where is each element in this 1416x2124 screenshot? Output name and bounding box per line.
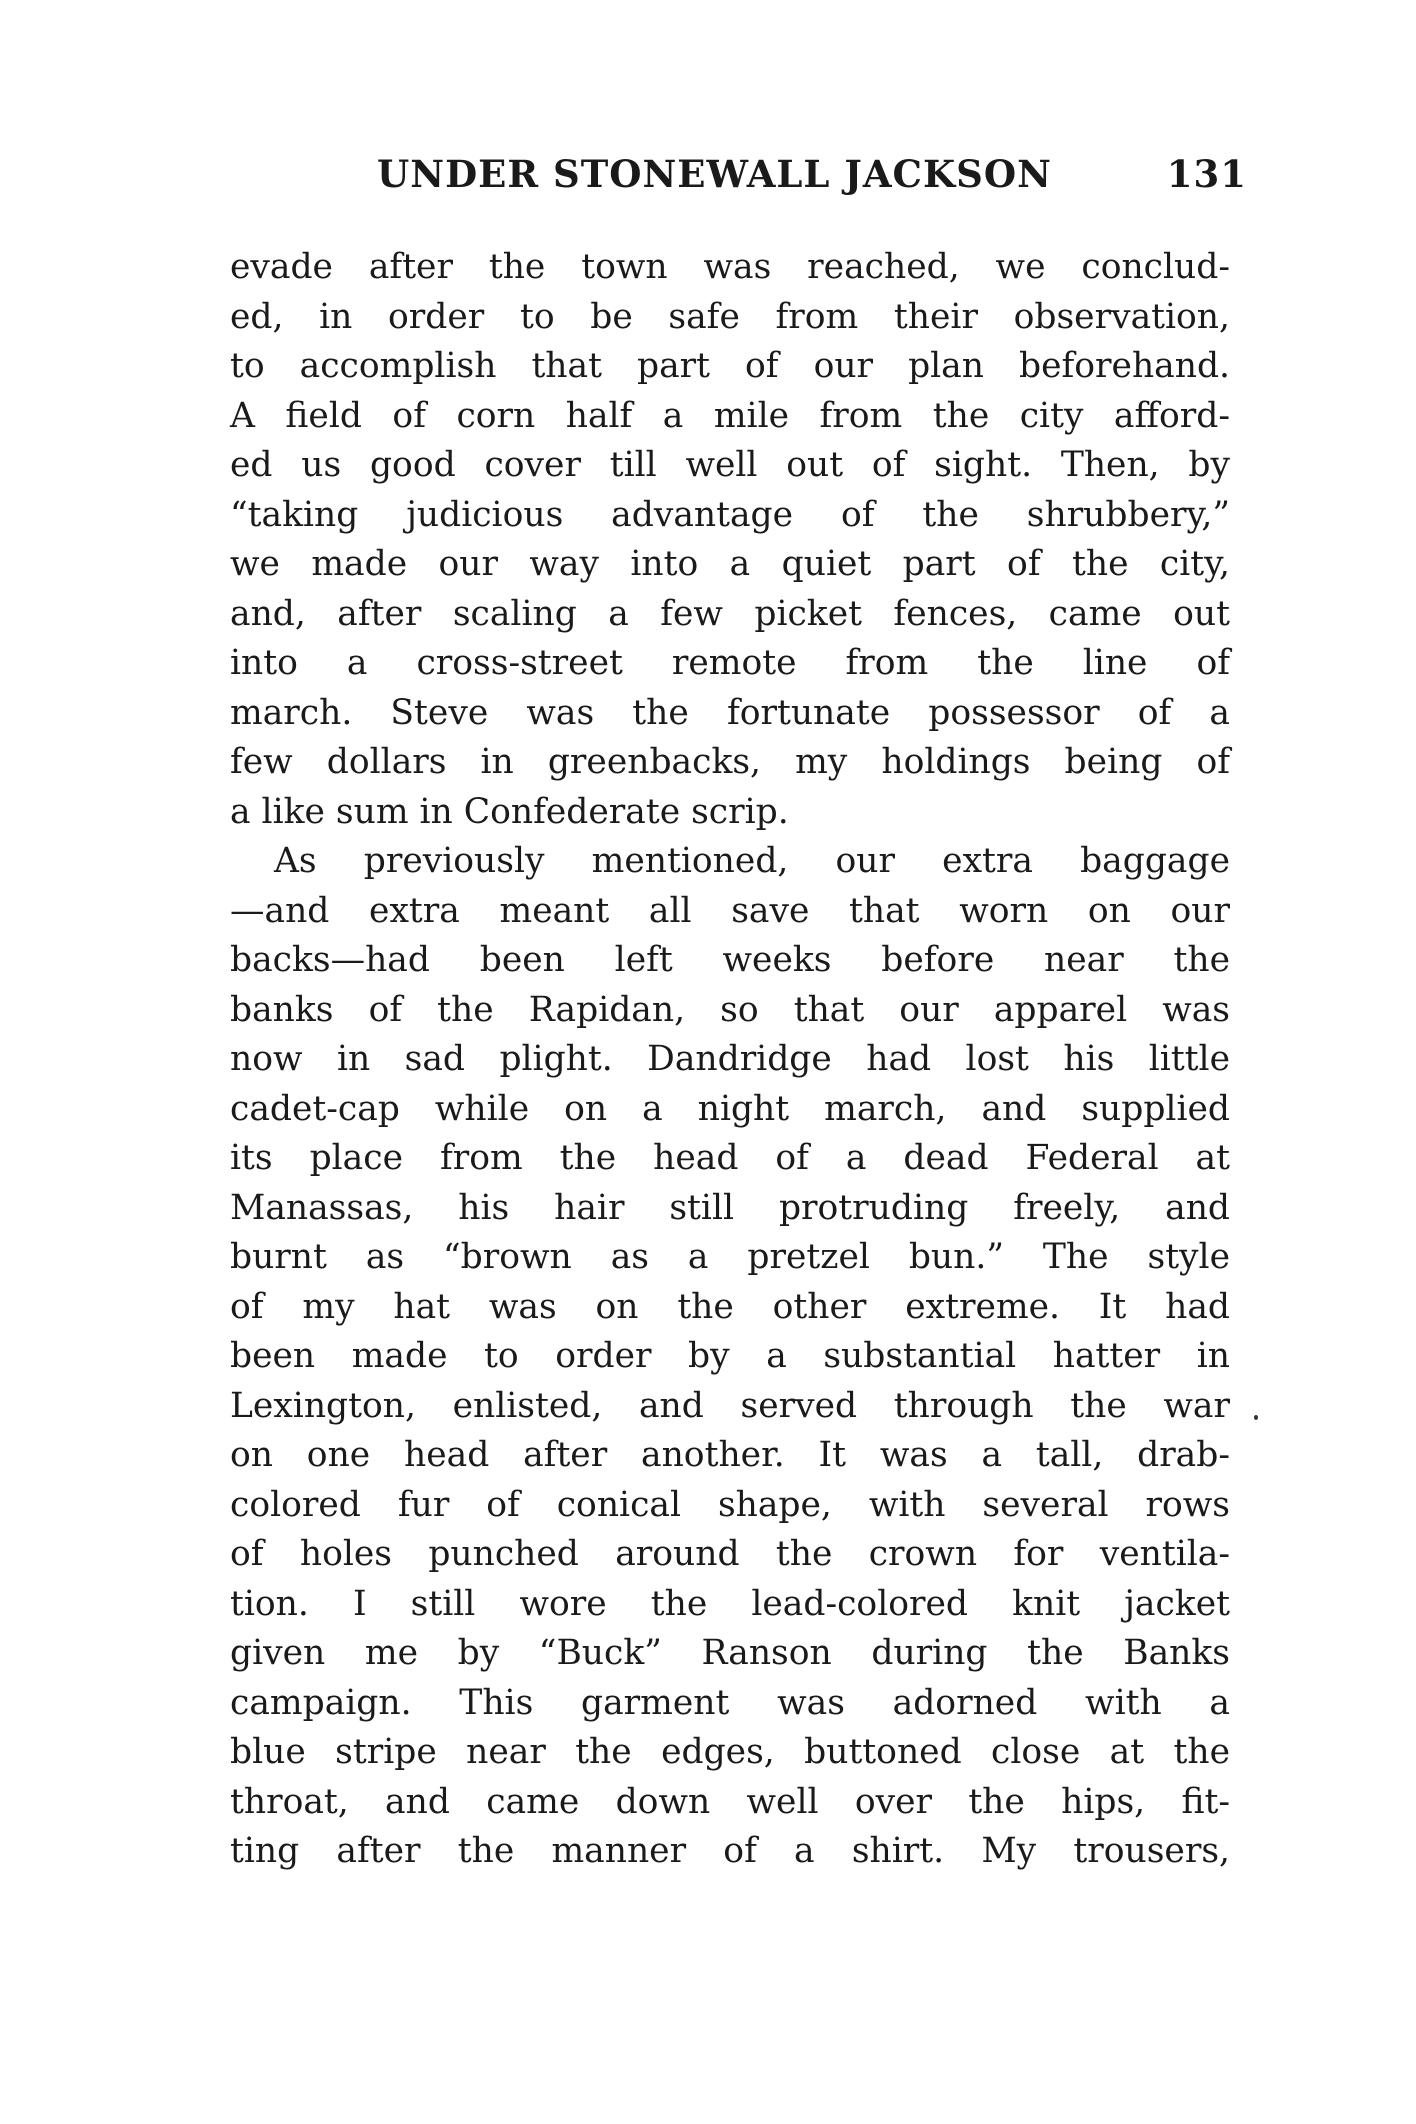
text-line: few dollars in greenbacks, my holdings being of (230, 742, 1230, 782)
text-line: now in sad plight. Dandridge had lost his little (230, 1039, 1230, 1079)
text-line: we made our way into a quiet part of the city, (230, 544, 1230, 584)
text-line: banks of the Rapidan, so that our apparel was (230, 989, 1230, 1030)
body-text (230, 243, 1230, 1877)
text-line: its place from the head of a dead Federal at (230, 1138, 1230, 1178)
page-number: 131 (1166, 152, 1247, 196)
paragraph-2 (230, 837, 1230, 1877)
text-line: campaign. This garment was adorned with a (230, 1682, 1230, 1723)
running-title: UNDER STONEWALL JACKSON (377, 152, 1052, 196)
text-line: to accomplish that part of our plan beforehand. (230, 346, 1230, 386)
text-line: cadet-cap while on a night march, and supplied (230, 1088, 1230, 1129)
text-line: on one head after another. It was a tall, drab- (230, 1435, 1230, 1475)
text-line: tion. I still wore the lead-colored knit jacket (230, 1583, 1230, 1624)
paragraph-1 (230, 243, 1230, 837)
text-line: Lexington, enlisted, and served through the war (230, 1385, 1230, 1426)
text-line: given me by “Buck” Ranson during the Banks (230, 1633, 1230, 1673)
print-speck (1254, 1415, 1258, 1420)
page-header (377, 152, 1247, 212)
text-line: “taking judicious advantage of the shrubbery,” (230, 494, 1230, 535)
text-line: A field of corn half a mile from the city afford- (230, 395, 1230, 436)
text-line: colored fur of conical shape, with several rows (230, 1484, 1230, 1525)
text-line: blue stripe near the edges, buttoned close at the (230, 1732, 1230, 1772)
text-line: Manassas, his hair still protruding freely, and (230, 1187, 1230, 1228)
text-line: of my hat was on the other extreme. It had (230, 1286, 1230, 1327)
text-line: ed us good cover till well out of sight. Then, by (230, 445, 1230, 485)
text-line: and, after scaling a few picket fences, came out (230, 593, 1230, 634)
text-line: backs—had been left weeks before near the (230, 940, 1230, 980)
text-line: a like sum in Confederate scrip. (230, 791, 789, 832)
text-line: burnt as “brown as a pretzel bun.” The style (230, 1237, 1230, 1277)
text-line: —and extra meant all save that worn on our (230, 890, 1230, 931)
text-line: been made to order by a substantial hatter in (230, 1336, 1230, 1376)
text-line: evade after the town was reached, we conclud- (230, 247, 1230, 287)
text-line: of holes punched around the crown for ventila- (230, 1534, 1230, 1574)
text-line: ting after the manner of a shirt. My trousers, (230, 1831, 1230, 1871)
text-line: into a cross-street remote from the line of (230, 643, 1230, 683)
text-line: throat, and came down well over the hips, fit- (230, 1781, 1230, 1822)
text-line: ed, in order to be safe from their observation, (230, 296, 1230, 337)
text-line: As previously mentioned, our extra baggage (274, 841, 1230, 881)
text-line: march. Steve was the fortunate possessor of a (230, 692, 1230, 733)
